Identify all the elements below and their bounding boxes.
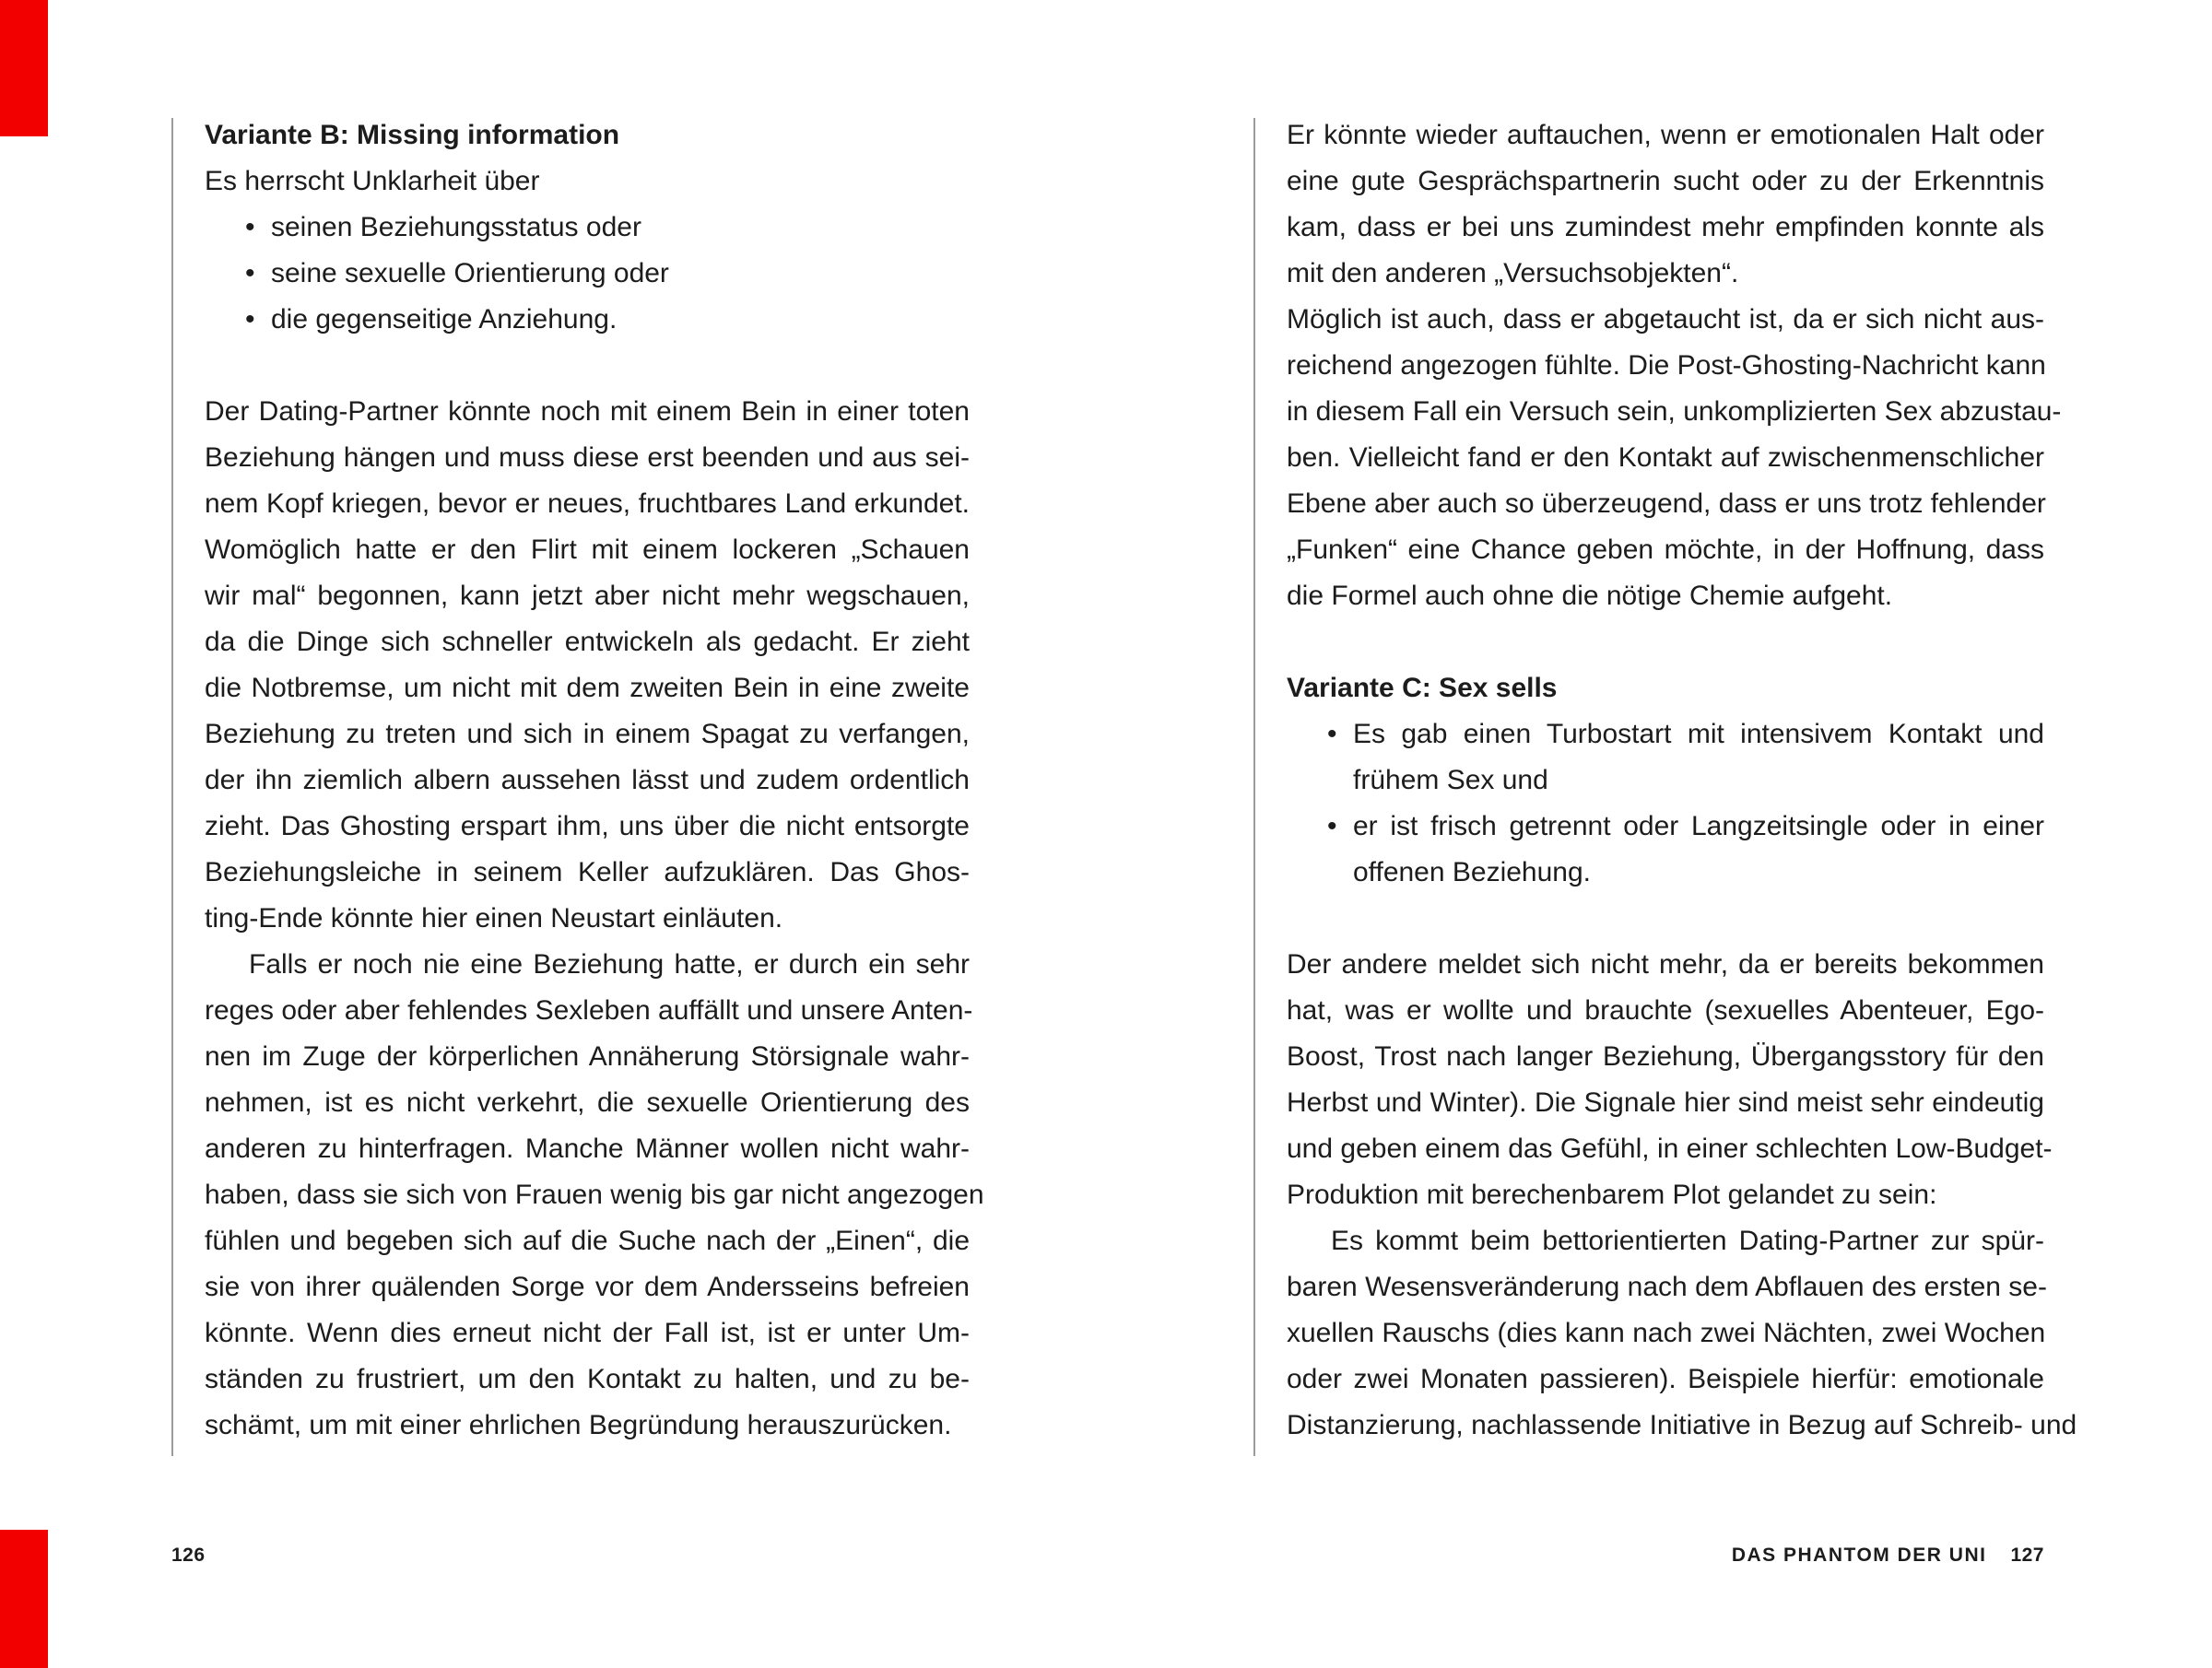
paragraph-line: fühlen und begeben sich auf die Suche nach der „Einen“, die <box>205 1226 970 1256</box>
paragraph-line: und geben einem das Gefühl, in einer schlechten Low-Budget- <box>1287 1134 2053 1164</box>
right-page-footer <box>1287 1545 2044 1567</box>
paragraph-line: nem Kopf kriegen, bevor er neues, fruchtbares Land erkundet. <box>205 488 970 519</box>
bullet-dot-icon: • <box>1327 811 1337 841</box>
paragraph-spacer <box>1287 619 2044 665</box>
red-edge-marker-bottom <box>0 1530 48 1668</box>
section-heading: Variante C: Sex sells <box>1287 673 1558 703</box>
paragraph-line: haben, dass sie sich von Frauen wenig bis gar nicht angezogen <box>205 1180 984 1210</box>
section-heading: Variante B: Missing information <box>205 120 620 150</box>
bullet-text: seinen Beziehungsstatus oder <box>271 212 641 242</box>
paragraph-line: Distanzierung, nachlassende Initiative in Bezug auf Schreib- und <box>1287 1410 2077 1440</box>
paragraph-line: Beziehungsleiche in seinem Keller aufzuklären. Das Ghos- <box>205 857 970 887</box>
paragraph-line: kam, dass er bei uns zumindest mehr empfinden konnte als <box>1287 212 2044 242</box>
bullet-line <box>1287 804 2044 850</box>
bullet-text: er ist frisch getrennt oder Langzeitsingle oder in einer <box>1353 811 2044 841</box>
paragraph-line: hat, was er wollte und brauchte (sexuelles Abenteuer, Ego- <box>1287 995 2044 1026</box>
paragraph-line: könnte. Wenn dies erneut nicht der Fall ist, ist er unter Um- <box>205 1318 970 1348</box>
right-page-margin-rule <box>1253 118 1255 1456</box>
paragraph-spacer <box>1287 896 2044 942</box>
paragraph-line: Beziehung zu treten und sich in einem Spagat zu verfangen, <box>205 719 970 749</box>
paragraph-line: Es kommt beim bettorientierten Dating-Partner zur spür- <box>1331 1226 2044 1256</box>
paragraph-line: Der Dating-Partner könnte noch mit einem Bein in einer toten <box>205 396 970 427</box>
paragraph-line: ben. Vielleicht fand er den Kontakt auf zwischenmenschlicher <box>1287 442 2044 473</box>
paragraph-line: da die Dinge sich schneller entwickeln als gedacht. Er zieht <box>205 627 970 657</box>
bullet-text: Es gab einen Turbostart mit intensivem Kontakt und <box>1353 719 2044 749</box>
paragraph-line: reges oder aber fehlendes Sexleben auffällt und unsere Anten- <box>205 995 973 1026</box>
paragraph-line: Boost, Trost nach langer Beziehung, Übergangsstory für den <box>1287 1041 2044 1072</box>
paragraph-line: nehmen, ist es nicht verkehrt, die sexuelle Orientierung des <box>205 1087 970 1118</box>
bullet-text: frühem Sex und <box>1353 765 1548 795</box>
paragraph-line: Möglich ist auch, dass er abgetaucht ist, da er sich nicht aus- <box>1287 304 2044 335</box>
bullet-text: seine sexuelle Orientierung oder <box>271 258 669 288</box>
left-page-margin-rule <box>171 118 173 1456</box>
paragraph-line: xuellen Rauschs (dies kann nach zwei Nächten, zwei Wochen <box>1287 1318 2046 1348</box>
paragraph-line: nen im Zuge der körperlichen Annäherung Störsignale wahr- <box>205 1041 970 1072</box>
running-title: DAS PHANTOM DER UNI <box>1731 1545 1987 1566</box>
bullet-dot-icon: • <box>245 304 255 335</box>
text-line: Es herrscht Unklarheit über <box>205 166 540 196</box>
paragraph-line: Herbst und Winter). Die Signale hier sind meist sehr eindeutig <box>1287 1087 2044 1118</box>
bullet-line <box>1287 758 2044 804</box>
paragraph-line: Ebene aber auch so überzeugend, dass er uns trotz fehlender <box>1287 488 2046 519</box>
bullet-line <box>1287 850 2044 896</box>
paragraph-line: „Funken“ eine Chance geben möchte, in der Hoffnung, dass <box>1287 534 2044 565</box>
paragraph-line: der ihn ziemlich albern aussehen lässt und zudem ordentlich <box>205 765 970 795</box>
paragraph-line: oder zwei Monaten passieren). Beispiele hierfür: emotionale <box>1287 1364 2044 1394</box>
bullet-line <box>205 251 970 297</box>
paragraph-line: zieht. Das Ghosting erspart ihm, uns über die nicht entsorgte <box>205 811 970 841</box>
right-page-text-column <box>1287 112 2077 1449</box>
bullet-line <box>205 297 970 343</box>
paragraph-line: reichend angezogen fühlte. Die Post-Ghosting-Nachricht kann <box>1287 350 2046 381</box>
red-edge-marker-top <box>0 0 48 136</box>
paragraph-line: Womöglich hatte er den Flirt mit einem lockeren „Schauen <box>205 534 970 565</box>
paragraph-line: die Notbremse, um nicht mit dem zweiten Bein in eine zweite <box>205 673 970 703</box>
paragraph-line: Er könnte wieder auftauchen, wenn er emotionalen Halt oder <box>1287 120 2044 150</box>
paragraph-line: Der andere meldet sich nicht mehr, da er bereits bekommen <box>1287 949 2044 980</box>
right-page-number: 127 <box>2010 1545 2044 1566</box>
paragraph-line: anderen zu hinterfragen. Manche Männer wollen nicht wahr- <box>205 1134 970 1164</box>
left-page-text-column <box>205 112 984 1449</box>
paragraph-line: eine gute Gesprächspartnerin sucht oder zu der Erkenntnis <box>1287 166 2044 196</box>
paragraph-line: die Formel auch ohne die nötige Chemie aufgeht. <box>1287 581 1893 611</box>
paragraph-line: Produktion mit berechenbarem Plot gelandet zu sein: <box>1287 1180 1937 1210</box>
paragraph-line: mit den anderen „Versuchsobjekten“. <box>1287 258 1739 288</box>
paragraph-line: sie von ihrer quälenden Sorge vor dem Andersseins befreien <box>205 1272 970 1302</box>
bullet-line <box>1287 711 2044 758</box>
bullet-dot-icon: • <box>1327 719 1337 749</box>
paragraph-line: ting-Ende könnte hier einen Neustart einläuten. <box>205 903 783 934</box>
paragraph-line: wir mal“ begonnen, kann jetzt aber nicht mehr wegschauen, <box>205 581 970 611</box>
bullet-line <box>205 205 970 251</box>
paragraph-line: schämt, um mit einer ehrlichen Begründung herauszurücken. <box>205 1410 952 1440</box>
paragraph-line: baren Wesensveränderung nach dem Abflauen des ersten se- <box>1287 1272 2047 1302</box>
paragraph-line: Beziehung hängen und muss diese erst beenden und aus sei- <box>205 442 970 473</box>
left-page-number: 126 <box>171 1545 206 1566</box>
bullet-text: die gegenseitige Anziehung. <box>271 304 618 335</box>
bullet-dot-icon: • <box>245 212 255 242</box>
paragraph-line: in diesem Fall ein Versuch sein, unkomplizierten Sex abzustau- <box>1287 396 2062 427</box>
bullet-dot-icon: • <box>245 258 255 288</box>
bullet-text: offenen Beziehung. <box>1353 857 1592 887</box>
paragraph-spacer <box>205 343 970 389</box>
paragraph-line: ständen zu frustriert, um den Kontakt zu halten, und zu be- <box>205 1364 970 1394</box>
paragraph-line: Falls er noch nie eine Beziehung hatte, er durch ein sehr <box>249 949 970 980</box>
